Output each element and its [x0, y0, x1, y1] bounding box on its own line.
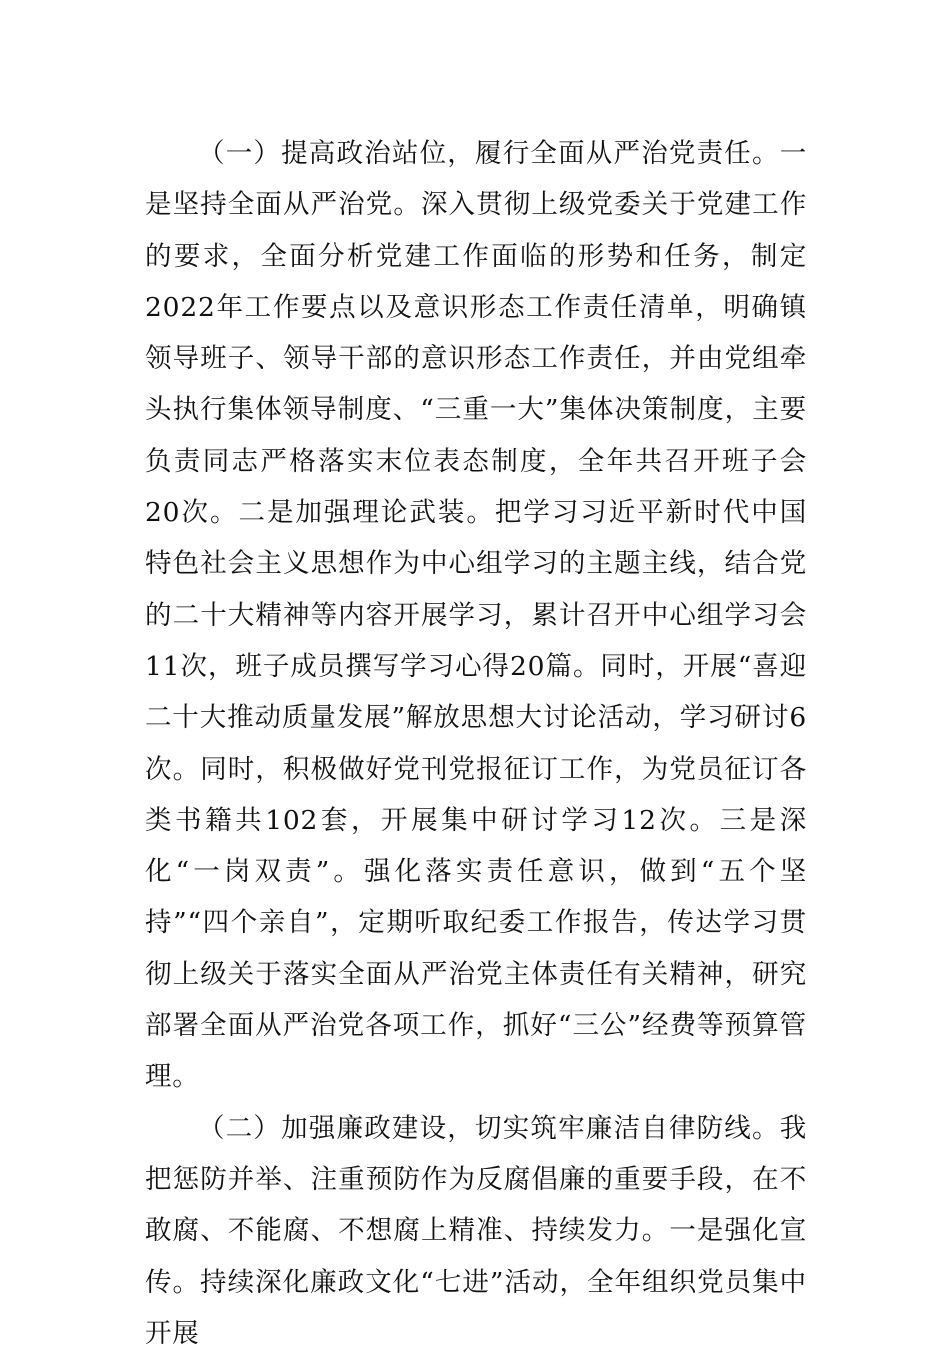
paragraph-1: （一）提高政治站位，履行全面从严治党责任。一是坚持全面从严治党。深入贯彻上级党委关于党建工作的要求，全面分析党建工作面临的形势和任务，制定2022年工作要点以及意识形态工作责任清单，明确镇领导班子、领导干部的意识形态工作责任，并由党组牵头执行集体领导制度、“三重一大”集体决策制度，主要负责同志严格落实末位表态制度，全年共召开班子会20次。二是加强理论武装。把学习习近平新时代中国特色社会主义思想作为中心组学习的主题主线，结合党的二十大精神等内容开展学习，累计召开中心组学习会11次，班子成员撰写学习心得20篇。同时，开展“喜迎二十大推动质量发展”解放思想大讨论活动，学习研讨6次。同时，积极做好党刊党报征订工作，为党员征订各类书籍共102套，开展集中研讨学习12次。三是深化“一岗双责”。强化落实责任意识，做到“五个坚持”“四个亲自”，定期听取纪委工作报告，传达学习贯彻上级关于落实全面从严治党主体责任有关精神，研究部署全面从严治党各项工作，抓好“三公”经费等预算管理。	[145, 138, 807, 1093]
document-body	[145, 128, 807, 1359]
paragraph-2: （二）加强廉政建设，切实筑牢廉洁自律防线。我把惩防并举、注重预防作为反腐倡廉的重要手段，在不敢腐、不能腐、不想腐上精准、持续发力。一是强化宣传。持续深化廉政文化“七进”活动，全年组织党员集中开展	[145, 1112, 807, 1349]
